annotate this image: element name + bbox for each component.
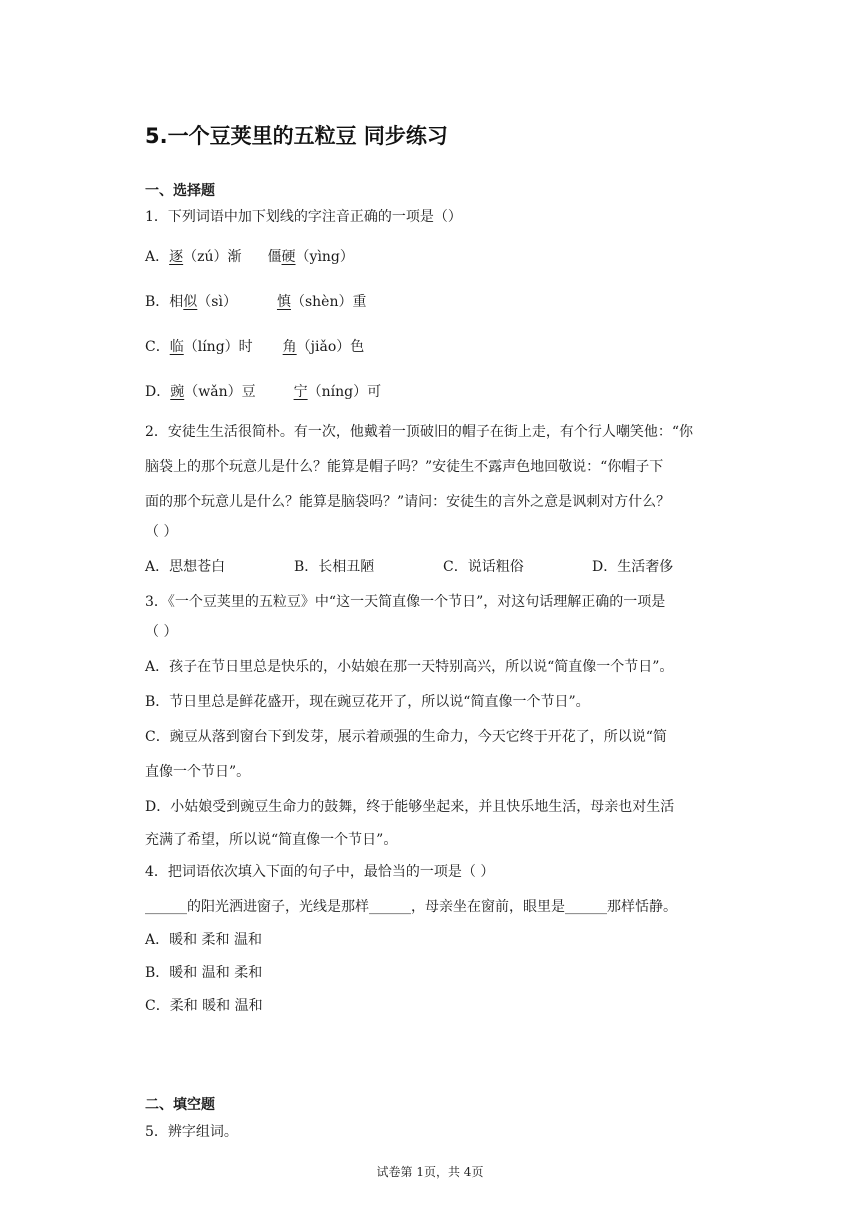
question-2-option-d: D．生活奢侈 xyxy=(592,559,674,575)
pinyin-text: （jiǎo）色 xyxy=(296,339,365,355)
question-4-option-c: C．柔和 暖和 温和 xyxy=(145,998,263,1014)
underlined-char: 似 xyxy=(183,294,198,310)
question-2-line-1: 2．安徒生生活很简朴。有一次，他戴着一顶破旧的帽子在街上走，有个行人嘲笑他：“你 xyxy=(145,424,694,440)
underlined-char: 硬 xyxy=(281,249,296,265)
pinyin-text: （sì） xyxy=(197,294,237,310)
underlined-char: 逐 xyxy=(169,249,184,265)
question-3-option-c-line-2: 直像一个节日”。 xyxy=(145,764,251,780)
option-label: C． xyxy=(145,339,170,355)
question-2-option-c: C．说话粗俗 xyxy=(443,559,524,575)
question-2-option-a: A．思想苍白 xyxy=(145,559,226,575)
question-3-option-a: A．孩子在节日里总是快乐的，小姑娘在那一天特别高兴，所以说“简直像一个节日”。 xyxy=(145,659,674,675)
option-label: B． xyxy=(145,294,170,310)
page-title: 5.一个豆荚里的五粒豆 同步练习 xyxy=(145,124,448,148)
underlined-char: 豌 xyxy=(170,384,185,400)
question-2-line-4: （ ） xyxy=(145,524,178,540)
question-3-option-d-line-2: 充满了希望，所以说“简直像一个节日”。 xyxy=(145,832,398,848)
underlined-char: 临 xyxy=(169,339,184,355)
question-3-option-c-line-1: C．豌豆从落到窗台下到发芽，展示着顽强的生命力，今天它终于开花了，所以说“简 xyxy=(145,729,667,745)
underlined-char: 慎 xyxy=(276,294,291,310)
question-2-option-b: B．长相丑陋 xyxy=(294,559,375,575)
option-label: D． xyxy=(145,384,171,400)
pinyin-text: （líng）时 xyxy=(183,339,253,355)
word-text: 相 xyxy=(169,294,184,310)
question-3-line-1: 3．《一个豆荚里的五粒豆》中“这一天简直像一个节日”，对这句话理解正确的一项是 xyxy=(145,594,666,610)
question-1-option-a xyxy=(145,247,354,267)
question-1-option-d xyxy=(145,382,381,402)
question-3-option-b: B．节日里总是鲜花盛开，现在豌豆花开了，所以说“简直像一个节日”。 xyxy=(145,694,590,710)
section-heading-choice: 一、选择题 xyxy=(145,183,215,199)
question-1-stem: 1．下列词语中加下划线的字注音正确的一项是（） xyxy=(145,209,462,225)
option-label: A． xyxy=(145,249,170,265)
question-3-option-d-line-1: D．小姑娘受到豌豆生命力的鼓舞，终于能够坐起来，并且快乐地生活，母亲也对生活 xyxy=(145,799,675,815)
pinyin-text: （níng）可 xyxy=(307,384,382,400)
question-4-stem: 4．把词语依次填入下面的句子中，最恰当的一项是（ ） xyxy=(145,864,495,880)
question-2-line-3: 面的那个玩意儿是什么？能算是脑袋吗？”请问：安徒生的言外之意是讽刺对方什么？ xyxy=(145,494,671,510)
question-1-option-c xyxy=(145,337,364,357)
pinyin-text: （zú）渐 xyxy=(183,249,242,265)
question-1-option-b xyxy=(145,292,366,312)
question-2-line-2: 脑袋上的那个玩意儿是什么？能算是帽子吗？”安徒生不露声色地回敬说：“你帽子下 xyxy=(145,459,664,475)
pinyin-text: （wǎn）豆 xyxy=(184,384,256,400)
word-text: 僵 xyxy=(267,249,282,265)
question-4-sentence: ______的阳光洒进窗子，光线是那样______，母亲坐在窗前，眼里是______那样恬静。 xyxy=(145,899,677,915)
underlined-char: 宁 xyxy=(293,384,308,400)
section-heading-fill: 二、填空题 xyxy=(145,1097,215,1113)
page-footer: 试卷第 1页，共 4页 xyxy=(376,1165,484,1179)
pinyin-text: （shèn）重 xyxy=(290,294,367,310)
pinyin-text: （yìng） xyxy=(295,249,354,265)
question-4-option-a: A．暖和 柔和 温和 xyxy=(145,932,263,948)
question-4-option-b: B．暖和 温和 柔和 xyxy=(145,965,263,981)
underlined-char: 角 xyxy=(282,339,297,355)
question-5-stem: 5．辨字组词。 xyxy=(145,1124,238,1140)
question-3-line-2: （ ） xyxy=(145,624,178,640)
